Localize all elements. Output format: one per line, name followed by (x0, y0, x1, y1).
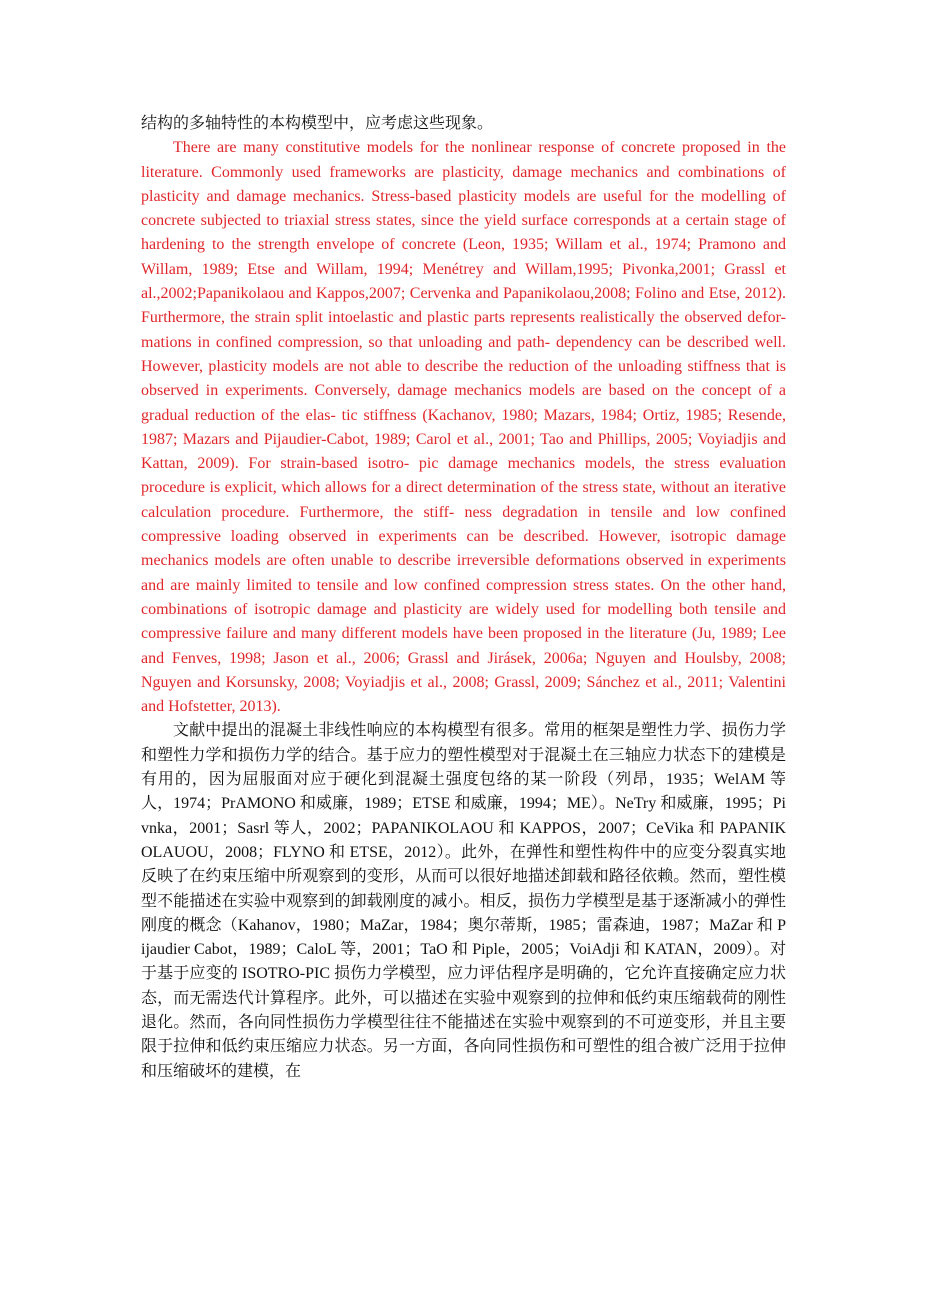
paragraph-english: There are many constitutive models for the nonlinear response of concrete proposed in the literature. Commonly used frameworks are plasticity, damage mechanics and combinations of plasticity and damage mechanics. Stress-based plasticity models are useful for the modelling of concrete subjected to triaxial stress states, since the yield surface corresponds at a certain stage of hardening to the strength envelope of concrete (Leon, 1935; Willam et al., 1974; Pramono and Willam, 1989; Etse and Willam, 1994; Menétrey and Willam,1995; Pivonka,2001; Grassl et al.,2002;Papanikolaou and Kappos,2007; Cervenka and Papanikolaou,2008; Folino and Etse, 2012). Furthermore, the strain split intoelastic and plastic parts represents realistically the observed defor- mations in confined compression, so that unloading and path- dependency can be described well. However, plasticity models are not able to describe the reduction of the unloading stiffness that is observed in experiments. Conversely, damage mechanics models are based on the concept of a gradual reduction of the elas- tic stiffness (Kachanov, 1980; Mazars, 1984; Ortiz, 1985; Resende, 1987; Mazars and Pijaudier-Cabot, 1989; Carol et al., 2001; Tao and Phillips, 2005; Voyiadjis and Kattan, 2009). For strain-based isotro- pic damage mechanics models, the stress evaluation procedure is explicit, which allows for a direct determination of the stress state, without an iterative calculation procedure. Furthermore, the stiff- ness degradation in tensile and low confined compressive loading observed in experiments can be described. However, isotropic damage mechanics models are often unable to describe irreversible deformations observed in experiments and are mainly limited to tensile and low confined compression stress states. On the other hand, combinations of isotropic damage and plasticity are widely used for modelling both tensile and compressive failure and many different models have been proposed in the literature (Ju, 1989; Lee and Fenves, 1998; Jason et al., 2006; Grassl and Jirásek, 2006a; Nguyen and Houlsby, 2008; Nguyen and Korsunsky, 2008; Voyiadjis et al., 2008; Grassl, 2009; Sánchez et al., 2011; Valentini and Hofstetter, 2013). (141, 139, 786, 716)
paragraph-chinese-translation: 文献中提出的混凝土非线性响应的本构模型有很多。常用的框架是塑性力学、损伤力学和塑性力学和损伤力学的结合。基于应力的塑性模型对于混凝土在三轴应力状态下的建模是有用的，因为屈服面对应于硬化到混凝土强度包络的某一阶段（列昂，1935；WelAM 等人，1974；PrAMONO 和威廉，1989；ETSE 和威廉，1994；ME）。NeTry 和威廉，1995；Pivnka，2001；Sasrl 等人，2002；PAPANIKOLAOU 和 KAPPOS，2007；CeVika 和 PAPANIKOLAUOU，2008；FLYNO 和 ETSE，2012）。此外，在弹性和塑性构件中的应变分裂真实地反映了在约束压缩中所观察到的变形，从而可以很好地描述卸载和路径依赖。然而，塑性模型不能描述在实验中观察到的卸载刚度的减小。相反，损伤力学模型是基于逐渐减小的弹性刚度的概念（Kahanov，1980；MaZar，1984；奥尔蒂斯，1985；雷森迪，1987；MaZar 和 Pijaudier Cabot，1989；CaloL 等，2001；TaO 和 Piple，2005；VoiAdji 和 KATAN，2009）。对于基于应变的 ISOTRO-PIC 损伤力学模型，应力评估程序是明确的，它允许直接确定应力状态，而无需迭代计算程序。此外，可以描述在实验中观察到的拉伸和低约束压缩载荷的刚性退化。然而，各向同性损伤力学模型往往不能描述在实验中观察到的不可逆变形，并且主要限于拉伸和低约束压缩应力状态。另一方面，各向同性损伤和可塑性的组合被广泛用于拉伸和压缩破坏的建模，在 (141, 722, 786, 1080)
paragraph-chinese-intro: 结构的多轴特性的本构模型中，应考虑这些现象。 (141, 115, 494, 132)
document-page (141, 112, 786, 1084)
